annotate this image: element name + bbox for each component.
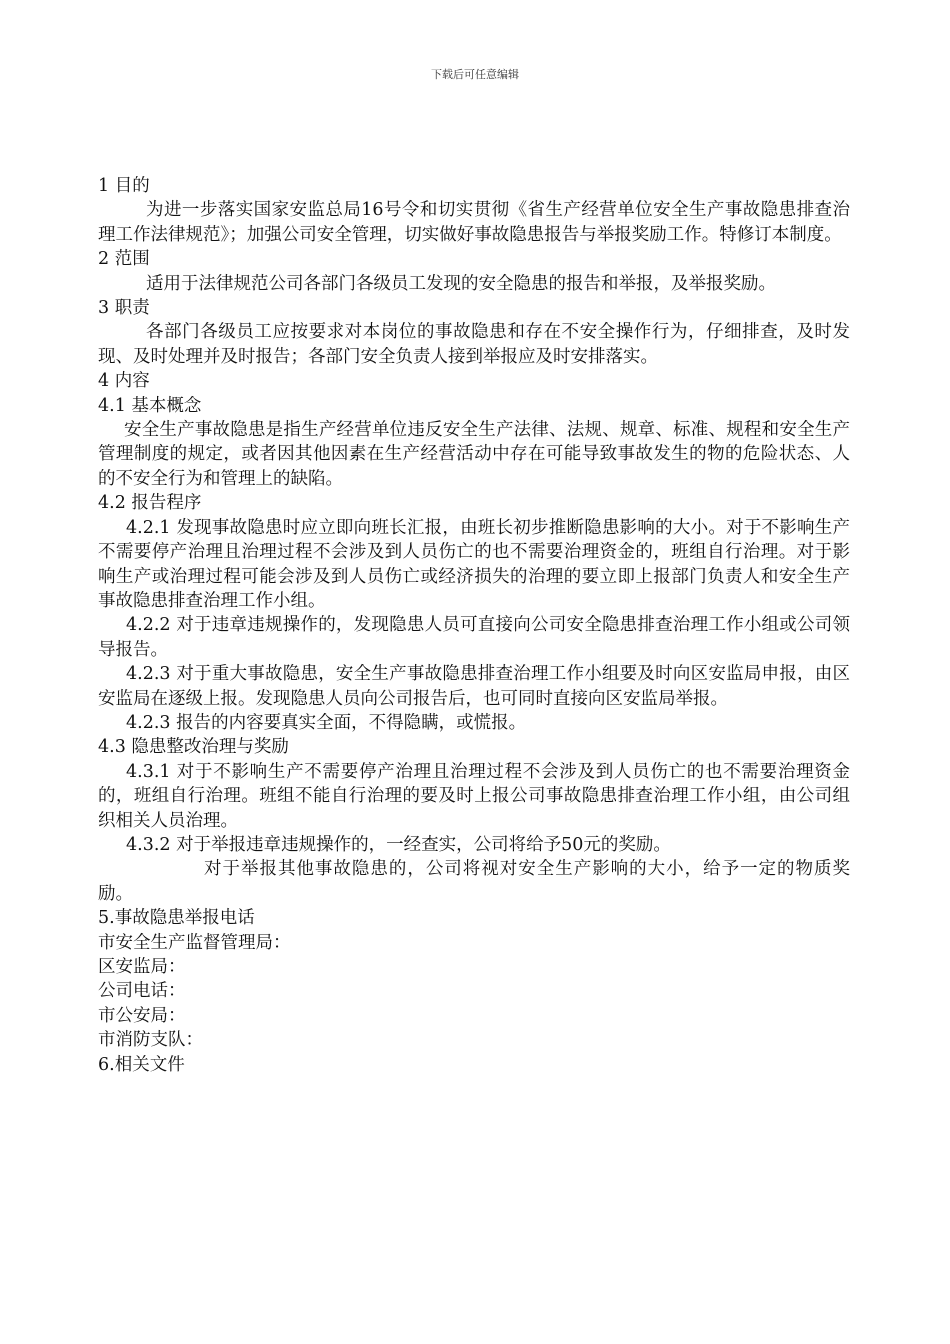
section-3-text: 各部门各级员工应按要求对本岗位的事故隐患和存在不安全操作行为，仔细排查，及时发现、及时处理并及时报告；各部门安全负责人接到举报应及时安排落实。 — [98, 322, 850, 367]
document-body — [98, 174, 850, 1077]
section-4-3-1-text: 4.3.1 对于不影响生产不需要停产治理且治理过程不会涉及到人员伤亡的也不需要治理资金的，班组自行治理。班组不能自行治理的要及时上报公司事故隐患排查治理工作小组，由公司组织相关人员治理。 — [98, 761, 850, 831]
section-4-heading: 4 内容 — [98, 371, 150, 392]
section-2-heading: 2 范围 — [98, 249, 150, 270]
section-1-heading: 1 目的 — [98, 176, 150, 196]
section-5-heading: 5.事故隐患举报电话 — [98, 908, 255, 929]
section-4-2-4-text: 4.2.3 报告的内容要真实全面，不得隐瞒，或慌报。 — [126, 712, 527, 733]
section-3-heading: 3 职责 — [98, 298, 150, 319]
page-header-note: 下载后可任意编辑 — [431, 68, 519, 81]
section-4-2-3-text: 4.2.3 对于重大事故隐患，安全生产事故隐患排查治理工作小组要及时向区安监局申报，由区安监局在逐级上报。发现隐患人员向公司报告后，也可同时直接向区安监局举报。 — [98, 664, 850, 709]
section-4-1-heading: 4.1 基本概念 — [98, 395, 202, 416]
contact-city-police: 市公安局： — [98, 1005, 186, 1026]
section-4-2-1-text: 4.2.1 发现事故隐患时应立即向班长汇报，由班长初步推断隐患影响的大小。对于不影响生产不需要停产治理且治理过程不会涉及到人员伤亡的也不需要治理资金的，班组自行治理。对于影响生产或治理过程可能会涉及到人员伤亡或经济损失的治理的要立即上报部门负责人和安全生产事故隐患排查治理工作小组。 — [98, 517, 850, 611]
contact-city-fire-brigade: 市消防支队： — [98, 1030, 203, 1051]
section-6-heading: 6.相关文件 — [98, 1054, 185, 1075]
section-4-2-heading: 4.2 报告程序 — [98, 493, 202, 514]
section-4-2-2-text: 4.2.2 对于违章违规操作的，发现隐患人员可直接向公司安全隐患排查治理工作小组或公司领导报告。 — [98, 615, 850, 660]
section-4-3-heading: 4.3 隐患整改治理与奖励 — [98, 737, 289, 758]
section-1-text: 为进一步落实国家安监总局16号令和切实贯彻《省生产经营单位安全生产事故隐患排查治理工作法律规范》；加强公司安全管理，切实做好事故隐患报告与举报奖励工作。特修订本制度。 — [98, 200, 850, 245]
section-4-3-3-text: 对于举报其他事故隐患的，公司将视对安全生产影响的大小，给予一定的物质奖励。 — [98, 859, 850, 904]
contact-district-safety-bureau: 区安监局： — [98, 957, 186, 977]
contact-city-safety-bureau: 市安全生产监督管理局： — [98, 932, 291, 953]
section-4-3-2-text: 4.3.2 对于举报违章违规操作的，一经查实，公司将给予50元的奖励。 — [126, 834, 671, 855]
section-4-1-text: 安全生产事故隐患是指生产经营单位违反安全生产法律、法规、规章、标准、规程和安全生产管理制度的规定，或者因其他因素在生产经营活动中存在可能导致事故发生的物的危险状态、人的不安全行为和管理上的缺陷。 — [98, 420, 850, 489]
section-2-text: 适用于法律规范公司各部门各级员工发现的安全隐患的报告和举报，及举报奖励。 — [146, 273, 776, 294]
contact-company-phone: 公司电话： — [98, 981, 186, 1002]
